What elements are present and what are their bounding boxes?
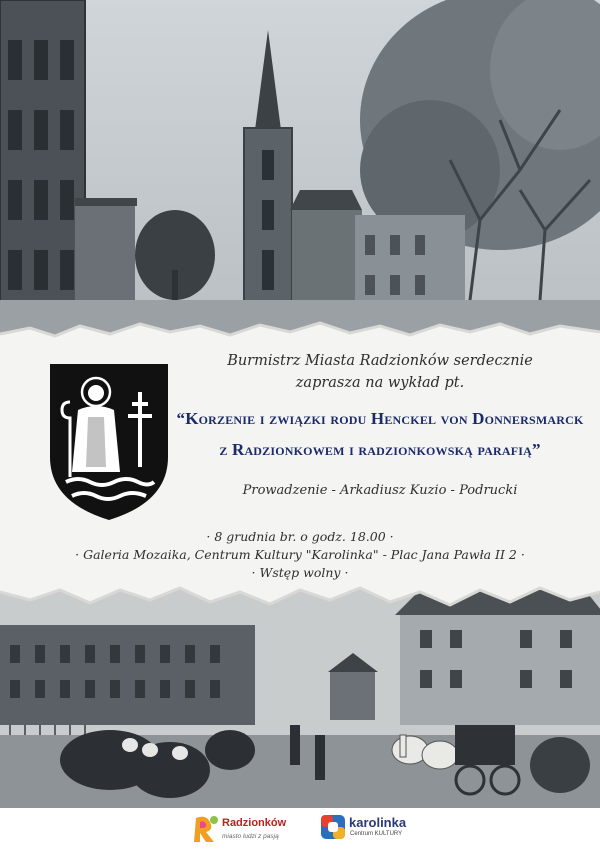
- lecturer-credit: Prowadzenie - Arkadiusz Kuzio - Podrucki: [242, 483, 518, 498]
- event-entry: · Wstęp wolny ·: [251, 565, 349, 580]
- karolinka-logo-icon: [320, 814, 346, 840]
- karolinka-logo-tagline: Centrum KULTURY: [350, 831, 403, 837]
- lecture-title-line-2: z Radzionkowem i radzionkowską parafią”: [219, 440, 541, 459]
- karolinka-logo: [320, 813, 430, 845]
- event-date: · 8 grudnia br. o godz. 18.00 ·: [206, 529, 394, 544]
- coat-of-arms-icon: [48, 362, 170, 522]
- radzionkow-logo-tagline: miasto ludzi z pasją: [222, 833, 279, 840]
- radzionkow-logo-name: Radzionków: [222, 817, 287, 829]
- invitation-content: [0, 320, 600, 610]
- radzionkow-logo-icon: [192, 814, 220, 844]
- karolinka-logo-name: karolinka: [349, 815, 407, 830]
- footer-logos: [0, 808, 600, 849]
- invitation-line-1: Burmistrz Miasta Radzionków serdecznie: [227, 353, 533, 369]
- lecture-title-line-1: “Korzenie i związki rodu Henckel von Donnersmarck: [176, 409, 584, 428]
- invitation-line-2: zaprasza na wykład pt.: [295, 375, 465, 391]
- vintage-church-street-photo: [0, 0, 600, 345]
- radzionkow-logo: [192, 812, 302, 846]
- vintage-street-crowd-photo: [0, 585, 600, 810]
- event-location: · Galeria Mozaika, Centrum Kultury "Karolinka" - Plac Jana Pawła II 2 ·: [75, 547, 525, 562]
